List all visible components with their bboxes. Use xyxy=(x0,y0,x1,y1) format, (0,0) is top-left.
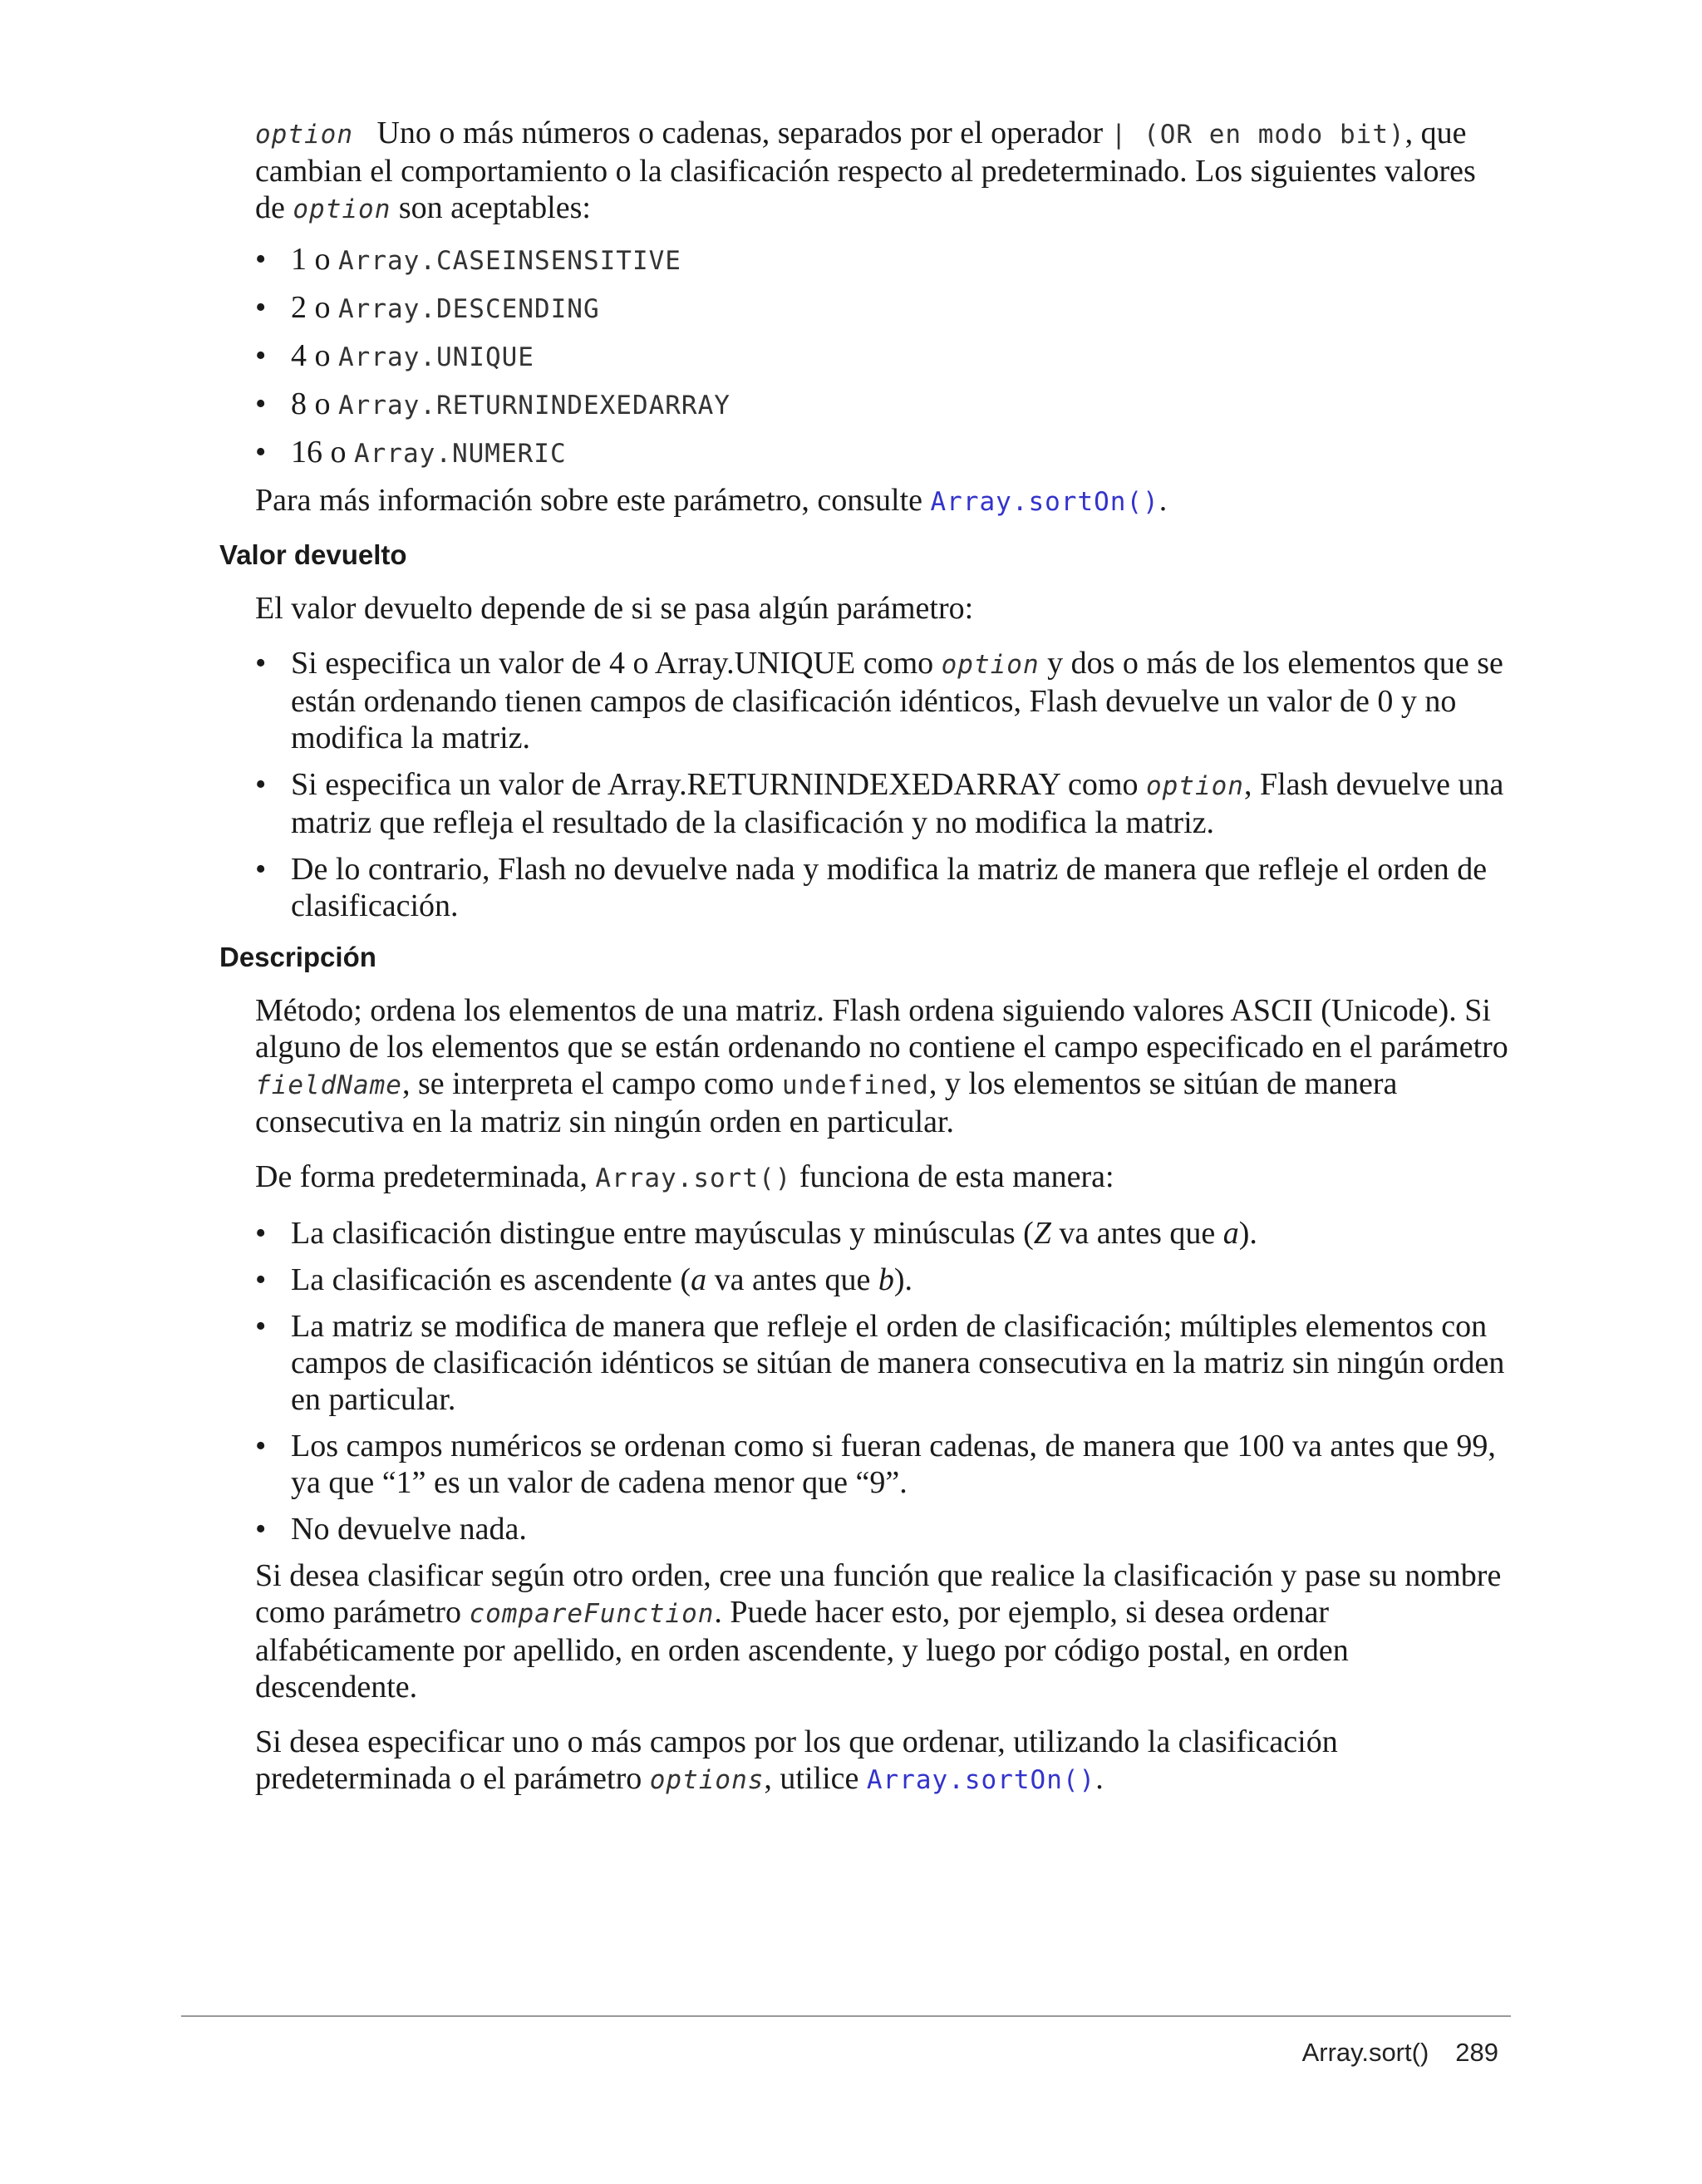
list-item xyxy=(255,434,1510,472)
desc-text: No devuelve nada. xyxy=(291,1512,527,1547)
desc-text: , se interpreta el campo como xyxy=(401,1066,775,1101)
list-item xyxy=(255,1511,1510,1547)
list-item xyxy=(255,289,1510,327)
bullet: • xyxy=(255,1216,267,1251)
sorton-link[interactable]: Array.sortOn() xyxy=(930,487,1159,517)
page-number: 289 xyxy=(1455,2038,1498,2067)
option-constant: Array.CASEINSENSITIVE xyxy=(338,246,681,276)
desc-text: ). xyxy=(1238,1216,1257,1251)
return-text: De lo contrario, Flash no devuelve nada y modifica la matriz de manera que refleje el orden de clasificación. xyxy=(291,852,1488,923)
options-code: options xyxy=(649,1765,765,1795)
list-item xyxy=(255,645,1510,756)
bullet: • xyxy=(255,386,267,421)
desc-text: ). xyxy=(893,1262,913,1297)
bullet: • xyxy=(255,338,267,373)
bullet: • xyxy=(255,1262,267,1297)
description-paragraph-3 xyxy=(255,1557,1510,1705)
desc-text: . xyxy=(1095,1761,1104,1796)
bullet: • xyxy=(255,1429,267,1463)
list-item xyxy=(255,766,1510,841)
list-item xyxy=(255,1428,1510,1501)
italic-letter: b xyxy=(878,1262,894,1297)
desc-text: De forma predeterminada, xyxy=(255,1159,588,1194)
returns-list xyxy=(255,645,1510,924)
more-info-text: Para más información sobre este parámetro, consulte xyxy=(255,483,922,518)
option-number: 1 o xyxy=(291,242,331,277)
desc-text: funciona de esta manera: xyxy=(799,1159,1114,1194)
description-heading: Descripción xyxy=(219,942,376,972)
page-content xyxy=(219,115,1510,1798)
param-name-inline: option xyxy=(293,194,391,224)
bullet: • xyxy=(255,435,267,470)
desc-text: va antes que xyxy=(1059,1216,1216,1251)
list-item xyxy=(255,241,1510,279)
return-text: y dos o más de los elementos que se están ordenando tienen campos de clasificación idénticos, Flash devuelve un valor de 0 y no modifica la matriz. xyxy=(291,646,1503,755)
bullet: • xyxy=(255,767,267,802)
list-item xyxy=(255,1215,1510,1252)
desc-text: Los campos numéricos se ordenan como si fueran cadenas, de manera que 100 va antes que 99, ya que “1” es un valor de cadena menor que “9”. xyxy=(291,1429,1496,1500)
page-footer xyxy=(1302,2038,1498,2068)
param-desc-2: , que cambian el comportamiento o la clasificación respecto al predeterminado. Los siguientes valores de xyxy=(255,116,1476,225)
param-name-inline: option xyxy=(1145,771,1244,801)
option-param-paragraph xyxy=(255,115,1510,228)
bullet: • xyxy=(255,1309,267,1344)
bullet: • xyxy=(255,242,267,277)
returns-heading: Valor devuelto xyxy=(219,539,407,570)
option-constant: Array.RETURNINDEXEDARRAY xyxy=(338,391,730,421)
more-info-paragraph: Para más información sobre este parámetro, consulte Array.sortOn(). xyxy=(255,483,1168,518)
comparefunction-code: compareFunction xyxy=(469,1599,715,1629)
desc-text: . Puede hacer esto, por ejemplo, si desea ordenar alfabéticamente por apellido, en orden ascendente, y luego por código postal, en orden descendente. xyxy=(255,1595,1349,1704)
bullet: • xyxy=(255,1512,267,1547)
description-paragraph-2 xyxy=(255,1158,1510,1197)
list-item xyxy=(255,1262,1510,1298)
desc-text: Método; ordena los elementos de una matriz. Flash ordena siguiendo valores ASCII (Unicode). Si alguno de los elementos que se están ordenando no contiene el campo especificado en el parámetro xyxy=(255,993,1508,1065)
param-name-inline: option xyxy=(941,650,1040,680)
description-paragraph-4 xyxy=(255,1724,1510,1798)
bullet: • xyxy=(255,290,267,325)
option-constant: Array.DESCENDING xyxy=(338,294,600,324)
desc-text: La matriz se modifica de manera que refleje el orden de clasificación; múltiples elementos con campos de clasificación idénticos se sitúan de manera consecutiva en la matriz sin ningún orden en particular. xyxy=(291,1309,1505,1417)
list-item xyxy=(255,1308,1510,1418)
footer-divider xyxy=(181,2015,1511,2017)
desc-text: Si desea clasificar según otro orden, cree una función que realice la clasificación y pase su nombre como parámetro xyxy=(255,1558,1502,1630)
param-desc-1: Uno o más números o cadenas, separados por el operador xyxy=(376,116,1104,150)
fieldname-code: fieldName xyxy=(255,1070,402,1100)
desc-text: La clasificación es ascendente ( xyxy=(291,1262,691,1297)
option-number: 8 o xyxy=(291,386,331,421)
return-text: Si especifica un valor de Array.RETURNINDEXEDARRAY como xyxy=(291,767,1139,802)
option-constant: Array.NUMERIC xyxy=(354,439,567,469)
desc-text: , utilice xyxy=(764,1761,859,1796)
bullet: • xyxy=(255,646,267,681)
option-number: 16 o xyxy=(291,435,347,470)
option-constant: Array.UNIQUE xyxy=(338,342,534,372)
return-text: Si especifica un valor de 4 o Array.UNIQUE como xyxy=(291,646,934,681)
return-text: , Flash devuelve una matriz que refleja el resultado de la clasificación y no modifica la matriz. xyxy=(291,767,1504,840)
default-behaviour-list xyxy=(255,1215,1510,1547)
option-values-list xyxy=(255,241,1510,472)
undefined-code: undefined xyxy=(781,1070,929,1100)
desc-text: Si desea especificar uno o más campos por los que ordenar, utilizando la clasificación predeterminada o el parámetro xyxy=(255,1724,1338,1796)
italic-letter: Z xyxy=(1033,1216,1051,1251)
desc-text: va antes que xyxy=(714,1262,871,1297)
italic-letter: a xyxy=(691,1262,707,1297)
list-item xyxy=(255,337,1510,376)
sort-code: Array.sort() xyxy=(595,1163,792,1193)
description-paragraph-1 xyxy=(255,992,1510,1140)
list-item xyxy=(255,386,1510,424)
param-desc-3: son aceptables: xyxy=(398,190,591,225)
option-number: 2 o xyxy=(291,290,331,325)
param-name: option xyxy=(255,120,353,150)
footer-title: Array.sort() xyxy=(1301,2038,1429,2067)
list-item xyxy=(255,851,1510,924)
option-number: 4 o xyxy=(291,338,331,373)
desc-text: La clasificación distingue entre mayúsculas y minúsculas ( xyxy=(291,1216,1034,1251)
desc-text: , y los elementos se sitúan de manera consecutiva en la matriz sin ningún orden en particular. xyxy=(255,1066,1398,1139)
sorton-link[interactable]: Array.sortOn() xyxy=(866,1765,1096,1795)
bullet: • xyxy=(255,852,267,887)
returns-intro: El valor devuelto depende de si se pasa algún parámetro: xyxy=(255,591,974,626)
italic-letter: a xyxy=(1222,1216,1239,1251)
param-operator: | (OR en modo bit) xyxy=(1110,120,1405,150)
